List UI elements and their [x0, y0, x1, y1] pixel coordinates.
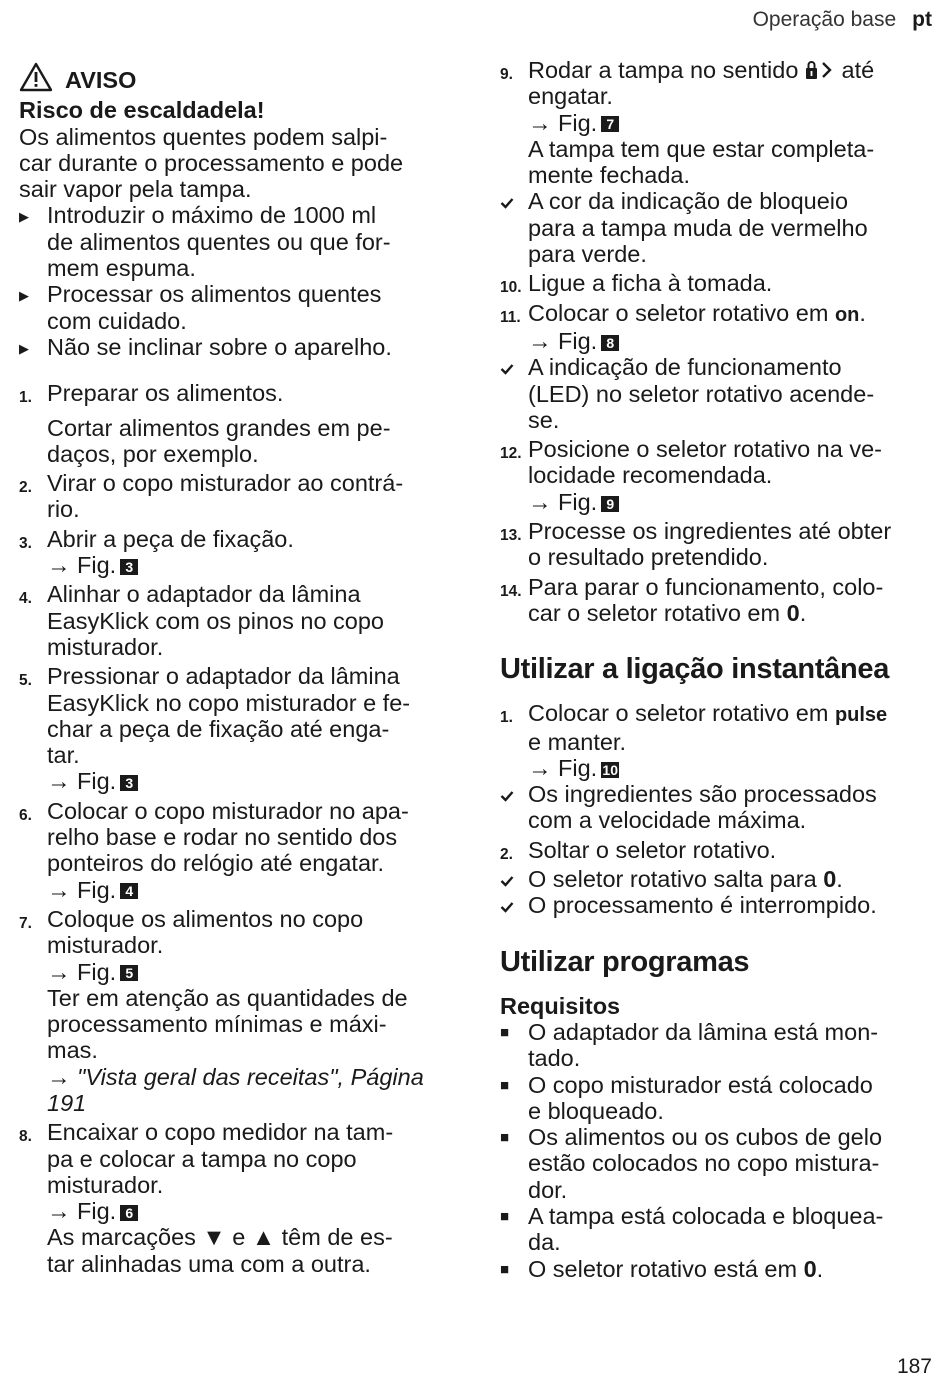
square-bullet-icon: ■	[500, 1129, 510, 1147]
step-10	[500, 270, 932, 296]
figure-number: 7	[601, 116, 619, 132]
step-number: 14.	[500, 582, 522, 600]
page-header	[753, 8, 932, 32]
figure-reference[interactable]	[528, 328, 932, 354]
fig-label: Fig.	[77, 876, 117, 903]
step-9	[500, 57, 932, 188]
step-text: Pressionar o adaptador da lâmina	[47, 663, 400, 690]
step-note: mente fechada.	[528, 162, 690, 189]
lock-direction-icon	[805, 57, 835, 83]
step-11	[500, 300, 932, 355]
note-text: têm de es-	[281, 1224, 393, 1251]
step-4	[19, 581, 459, 660]
step-number: 13.	[500, 527, 522, 545]
step-text	[528, 57, 932, 83]
step-text: rio.	[47, 496, 80, 523]
requirement-text	[528, 1256, 932, 1282]
step-number: 11.	[500, 308, 521, 326]
square-bullet-icon: ■	[500, 1023, 510, 1041]
note-text: As marcações	[47, 1224, 196, 1251]
fig-label: Fig.	[77, 552, 117, 579]
square-bullet-icon: ■	[500, 1076, 510, 1094]
text-line: Não se inclinar sobre o aparelho.	[47, 333, 392, 360]
step-number: 2.	[19, 479, 32, 497]
step-5	[19, 663, 459, 794]
text-line: Introduzir o máximo de 1000 ml	[47, 202, 377, 229]
result-text: A cor da indicação de bloqueio	[528, 188, 849, 215]
step-text: o resultado pretendido.	[528, 544, 769, 571]
step-number: 3.	[19, 534, 32, 552]
step-note: Cortar alimentos grandes em pe-	[47, 414, 391, 441]
figure-reference[interactable]	[528, 110, 932, 136]
figure-reference[interactable]	[528, 489, 932, 515]
step-number: 10.	[500, 279, 522, 297]
triangle-bullet-icon: ▶	[19, 288, 29, 304]
step-text: locidade recomendada.	[528, 462, 773, 489]
step-text: EasyKlick no copo misturador e fe-	[47, 689, 411, 716]
square-bullet-icon: ■	[500, 1260, 510, 1278]
dial-setting: on	[834, 303, 860, 326]
step-number: 1.	[500, 709, 513, 727]
figure-reference[interactable]	[47, 959, 459, 985]
result-text: com a velocidade máxima.	[528, 807, 807, 834]
arrow-icon: →	[47, 552, 71, 579]
step-text: Posicione o seletor rotativo na ve-	[528, 436, 882, 463]
arrow-icon: →	[528, 488, 552, 515]
figure-number: 8	[601, 335, 619, 351]
left-column	[19, 62, 459, 1277]
text-line: car durante o processamento e pode	[19, 149, 404, 176]
fig-label: Fig.	[558, 754, 598, 781]
figure-reference[interactable]	[528, 755, 932, 781]
text-line: Os alimentos quentes podem salpi-	[19, 123, 388, 150]
instant-result-2	[500, 866, 932, 892]
figure-number: 4	[120, 883, 138, 899]
result-text: (LED) no seletor rotativo acende-	[528, 380, 875, 407]
step-7	[19, 906, 459, 1116]
instant-step-1	[500, 700, 932, 781]
step-text: e manter.	[528, 728, 626, 755]
text-line: Processar os alimentos quentes	[47, 281, 382, 308]
result-text: Os ingredientes são processados	[528, 781, 877, 808]
step-text: pa e colocar a tampa no copo	[47, 1145, 357, 1172]
dial-setting: 0	[803, 1255, 817, 1282]
step-number: 5.	[19, 672, 32, 690]
step-text: char a peça de fixação até enga-	[47, 715, 390, 742]
figure-number: 6	[120, 1205, 138, 1221]
note-text: e	[232, 1224, 246, 1251]
step-text: Coloque os alimentos no copo	[47, 905, 364, 932]
warning-body	[19, 124, 459, 203]
warning-bullet	[19, 334, 459, 360]
requirement-item	[500, 1203, 932, 1256]
step-text: Processe os ingredientes até obter	[528, 518, 892, 545]
fig-label: Fig.	[77, 768, 117, 795]
section-heading-instant: Utilizar a ligação instantânea	[500, 653, 890, 686]
step-3	[19, 526, 459, 579]
step-note: processamento mínimas e máxi-	[47, 1011, 387, 1038]
requirement-item	[500, 1019, 932, 1072]
check-icon	[500, 354, 528, 380]
arrow-icon: →	[47, 1063, 71, 1090]
requirement-text: O adaptador da lâmina está mon-	[528, 1018, 879, 1045]
fig-label: Fig.	[558, 109, 598, 136]
step-2	[19, 470, 459, 523]
step-text: tar.	[47, 742, 80, 769]
step-note: Ter em atenção as quantidades de	[47, 984, 408, 1011]
step-text: misturador.	[47, 1171, 164, 1198]
arrow-icon: →	[47, 1198, 71, 1225]
step-text: Soltar o seletor rotativo.	[528, 836, 777, 863]
figure-number: 3	[120, 559, 138, 575]
result-text-part: O seletor rotativo salta para	[528, 866, 817, 893]
step-text: Alinhar o adaptador da lâmina	[47, 581, 361, 608]
requirement-text: O copo misturador está colocado	[528, 1071, 873, 1098]
requirement-item	[500, 1256, 932, 1282]
warning-bullet	[19, 202, 459, 281]
step-text-part: Colocar o seletor rotativo em	[528, 700, 829, 727]
figure-number: 3	[120, 775, 138, 791]
step-text: misturador.	[47, 633, 164, 660]
figure-reference[interactable]	[47, 877, 459, 903]
requirement-text: e bloqueado.	[528, 1097, 664, 1124]
figure-number: 5	[120, 965, 138, 981]
requirement-text-part: O seletor rotativo está em	[528, 1255, 798, 1282]
down-marker-icon: ▼	[202, 1224, 226, 1251]
punctuation: .	[859, 299, 866, 326]
check-icon	[500, 892, 528, 918]
step-text	[528, 300, 932, 328]
text-line: sair vapor pela tampa.	[19, 176, 252, 203]
result-text: O processamento é interrompido.	[528, 892, 877, 919]
link-text: "Vista geral das receitas", Página	[77, 1063, 424, 1090]
triangle-bullet-icon: ▶	[19, 340, 29, 356]
step-8	[19, 1119, 459, 1277]
step-text-part: Colocar o seletor rotativo em	[528, 299, 829, 326]
requirement-text: da.	[528, 1229, 561, 1256]
step-note: mas.	[47, 1037, 98, 1064]
requirement-text: estão colocados no copo mistura-	[528, 1150, 880, 1177]
right-column	[500, 57, 932, 1282]
step-number: 7.	[19, 914, 32, 932]
language-tag: pt	[912, 8, 932, 31]
step-text: ponteiros do relógio até engatar.	[47, 850, 385, 877]
requirement-text: dor.	[528, 1176, 568, 1203]
step-text-part: car o seletor rotativo em	[528, 599, 781, 626]
page-number: 187	[896, 1355, 932, 1378]
step-6	[19, 798, 459, 903]
step-text: Abrir a peça de fixação.	[47, 525, 294, 552]
step-number: 1.	[19, 389, 32, 407]
step-text: Ligue a ficha à tomada.	[528, 270, 773, 297]
step-14	[500, 574, 932, 627]
step-text-part: até	[841, 57, 875, 83]
check-icon	[500, 188, 528, 214]
instant-result-1	[500, 781, 932, 834]
dial-setting: 0	[786, 599, 800, 626]
figure-number: 9	[601, 496, 619, 512]
requirement-text: Os alimentos ou os cubos de gelo	[528, 1124, 883, 1151]
step-text: Preparar os alimentos.	[47, 380, 284, 407]
result-text: para a tampa muda de vermelho	[528, 214, 868, 241]
result-text: para verde.	[528, 241, 647, 268]
square-bullet-icon: ■	[500, 1207, 510, 1225]
warning-bullet	[19, 281, 459, 334]
step-number: 4.	[19, 590, 32, 608]
cross-reference-link[interactable]	[47, 1064, 459, 1090]
punctuation: .	[836, 866, 843, 893]
up-marker-icon: ▲	[251, 1224, 276, 1251]
link-page[interactable]: 191	[47, 1089, 87, 1116]
requirement-item	[500, 1124, 932, 1203]
arrow-icon: →	[47, 958, 71, 985]
warning-heading	[19, 62, 459, 97]
step-12	[500, 436, 932, 515]
text-line: com cuidado.	[47, 307, 187, 334]
step-text-part: Rodar a tampa no sentido	[528, 57, 799, 83]
section-heading-programs: Utilizar programas	[500, 945, 750, 978]
result-text: A indicação de funcionamento	[528, 354, 842, 381]
fig-label: Fig.	[558, 327, 598, 354]
step-number: 8.	[19, 1128, 32, 1146]
step-note: daços, por exemplo.	[47, 440, 259, 467]
step-text: Para parar o funcionamento, colo-	[528, 573, 884, 600]
result-text	[528, 866, 932, 892]
text-line: mem espuma.	[47, 255, 196, 282]
arrow-icon: →	[47, 768, 71, 795]
figure-reference[interactable]	[47, 552, 459, 578]
requirement-text: tado.	[528, 1045, 581, 1072]
step-number: 12.	[500, 445, 522, 463]
step-text	[528, 600, 932, 626]
result-9	[500, 188, 932, 267]
step-text: Virar o copo misturador ao contrá-	[47, 470, 404, 497]
fig-label: Fig.	[77, 1198, 117, 1225]
result-text: se.	[528, 406, 560, 433]
check-icon	[500, 781, 528, 807]
step-text: EasyKlick com os pinos no copo	[47, 607, 384, 634]
instant-result-3	[500, 892, 932, 918]
warning-title: AVISO	[65, 66, 137, 93]
check-icon	[500, 866, 528, 892]
dial-setting: pulse	[834, 704, 888, 727]
requirement-item	[500, 1072, 932, 1125]
requirements-title: Requisitos	[500, 992, 621, 1019]
requirement-text: A tampa está colocada e bloquea-	[528, 1202, 884, 1229]
step-text: relho base e rodar no sentido dos	[47, 824, 398, 851]
punctuation: .	[816, 1255, 824, 1282]
warning-triangle-icon	[19, 62, 65, 97]
figure-reference[interactable]	[47, 1198, 459, 1224]
step-note: tar alinhadas uma com a outra.	[47, 1250, 371, 1277]
punctuation: .	[799, 599, 807, 626]
arrow-icon: →	[528, 109, 552, 136]
step-number: 6.	[19, 806, 32, 824]
step-text: Colocar o copo misturador no apa-	[47, 797, 409, 824]
step-text: Encaixar o copo medidor na tam-	[47, 1119, 394, 1146]
step-number: 9.	[500, 66, 513, 83]
triangle-bullet-icon: ▶	[19, 209, 29, 225]
text-line: de alimentos quentes ou que for-	[47, 228, 391, 255]
step-text: engatar.	[528, 83, 613, 110]
arrow-icon: →	[47, 876, 71, 903]
step-text: misturador.	[47, 932, 164, 959]
fig-label: Fig.	[558, 488, 598, 515]
step-text	[528, 700, 932, 728]
figure-reference[interactable]	[47, 768, 459, 794]
arrow-icon: →	[528, 754, 552, 781]
result-11	[500, 354, 932, 433]
figure-number: 10	[602, 761, 618, 778]
step-1	[19, 380, 459, 467]
step-note: A tampa tem que estar completa-	[528, 135, 875, 162]
warning-subtitle: Risco de escaldadela!	[19, 97, 265, 124]
arrow-icon: →	[528, 327, 552, 354]
fig-label: Fig.	[77, 958, 117, 985]
instant-step-2	[500, 837, 932, 863]
section-title: Operação base	[752, 8, 897, 31]
dial-setting: 0	[823, 866, 837, 893]
step-number: 2.	[500, 845, 513, 863]
step-note	[47, 1224, 459, 1250]
step-13	[500, 518, 932, 571]
